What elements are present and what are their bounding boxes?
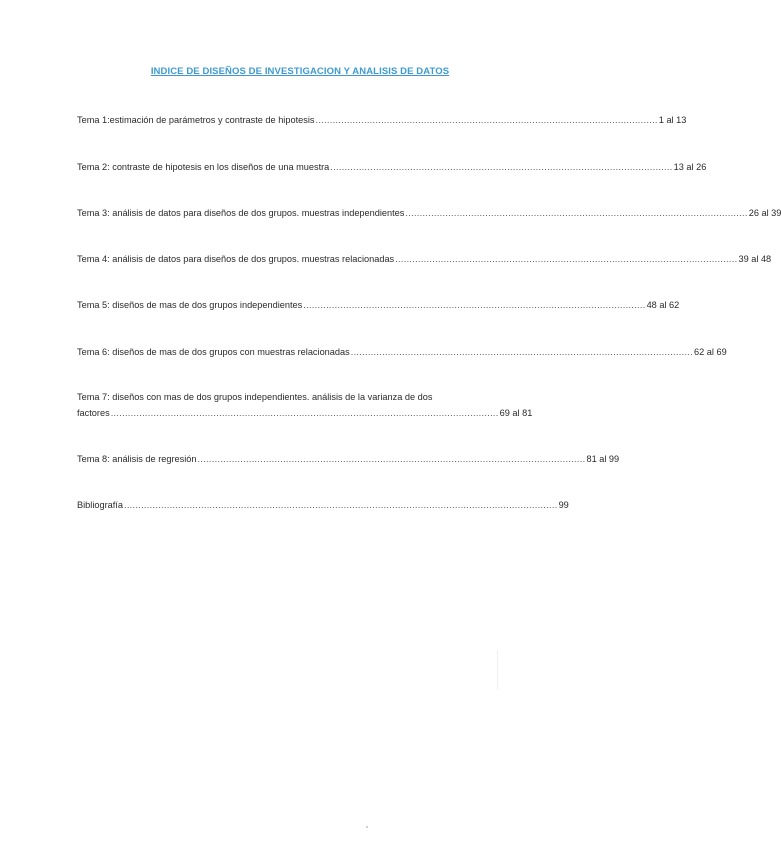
toc-entry-tema-7 — [77, 391, 533, 419]
toc-entry-tema-5 — [77, 299, 680, 311]
toc-entry-tema-4 — [77, 253, 772, 265]
toc-entry-text-line-1: Tema 7: diseños con mas de dos grupos independientes. análisis de la varianza de dos — [77, 392, 433, 402]
toc-entry-text: Tema 3: análisis de datos para diseños de dos grupos. muestras independientes — [77, 208, 405, 218]
dot-leader: ........................................................................................................................................ — [110, 408, 499, 418]
toc-entry-text: factores — [77, 408, 110, 418]
toc-entry-pages: 26 al 39 — [748, 208, 781, 218]
toc-entry-pages: 99 — [558, 500, 569, 510]
toc-entry-pages: 1 al 13 — [658, 115, 687, 125]
toc-entry-tema-2 — [77, 161, 707, 173]
dot-leader: ........................................................................................................................ — [330, 162, 673, 172]
toc-entry-pages: 62 al 69 — [694, 347, 727, 357]
scan-mark — [497, 650, 498, 690]
toc-entry-pages: 69 al 81 — [499, 408, 533, 418]
toc-entry-pages: 48 al 62 — [646, 300, 680, 310]
toc-entry-text: Tema 4: análisis de datos para diseños de dos grupos. muestras relacionadas — [77, 254, 395, 264]
toc-entry-tema-3 — [77, 207, 781, 219]
toc-entry-text: Tema 6: diseños de mas de dos grupos con muestras relacionadas — [77, 347, 350, 357]
toc-entry-text: Tema 1:estimación de parámetros y contraste de hipotesis — [77, 115, 315, 125]
dot-leader: ........................................................................................................................................ — [197, 454, 586, 464]
toc-entry-text: Tema 2: contraste de hipotesis en los diseños de una muestra — [77, 162, 330, 172]
dot-leader: ........................................................................................................................ — [395, 254, 738, 264]
toc-entry-tema-8 — [77, 453, 620, 465]
dot-leader: ........................................................................................................................................................ — [123, 500, 558, 510]
toc-entry-pages: 13 al 26 — [673, 162, 707, 172]
dot-leader: ........................................................................................................................ — [350, 347, 694, 357]
toc-entry-pages: 39 al 48 — [738, 254, 772, 264]
document-title: INDICE DE DISEÑOS DE INVESTIGACION Y ANALISIS DE DATOS — [150, 66, 450, 77]
toc-entry-pages: 81 al 99 — [586, 454, 620, 464]
toc-entry-tema-1 — [77, 114, 687, 126]
dot-leader: ........................................................................................................................ — [315, 115, 658, 125]
toc-entry-bibliografia — [77, 499, 569, 511]
toc-entry-tema-6 — [77, 346, 727, 358]
dot-leader: ........................................................................................................................ — [405, 208, 748, 218]
dot-leader: ........................................................................................................................ — [303, 300, 646, 310]
scan-mark — [366, 826, 368, 828]
toc-entry-text: Tema 5: diseños de mas de dos grupos independientes — [77, 300, 303, 310]
toc-entry-text: Bibliografía — [77, 500, 123, 510]
toc-entry-text: Tema 8: análisis de regresión — [77, 454, 197, 464]
